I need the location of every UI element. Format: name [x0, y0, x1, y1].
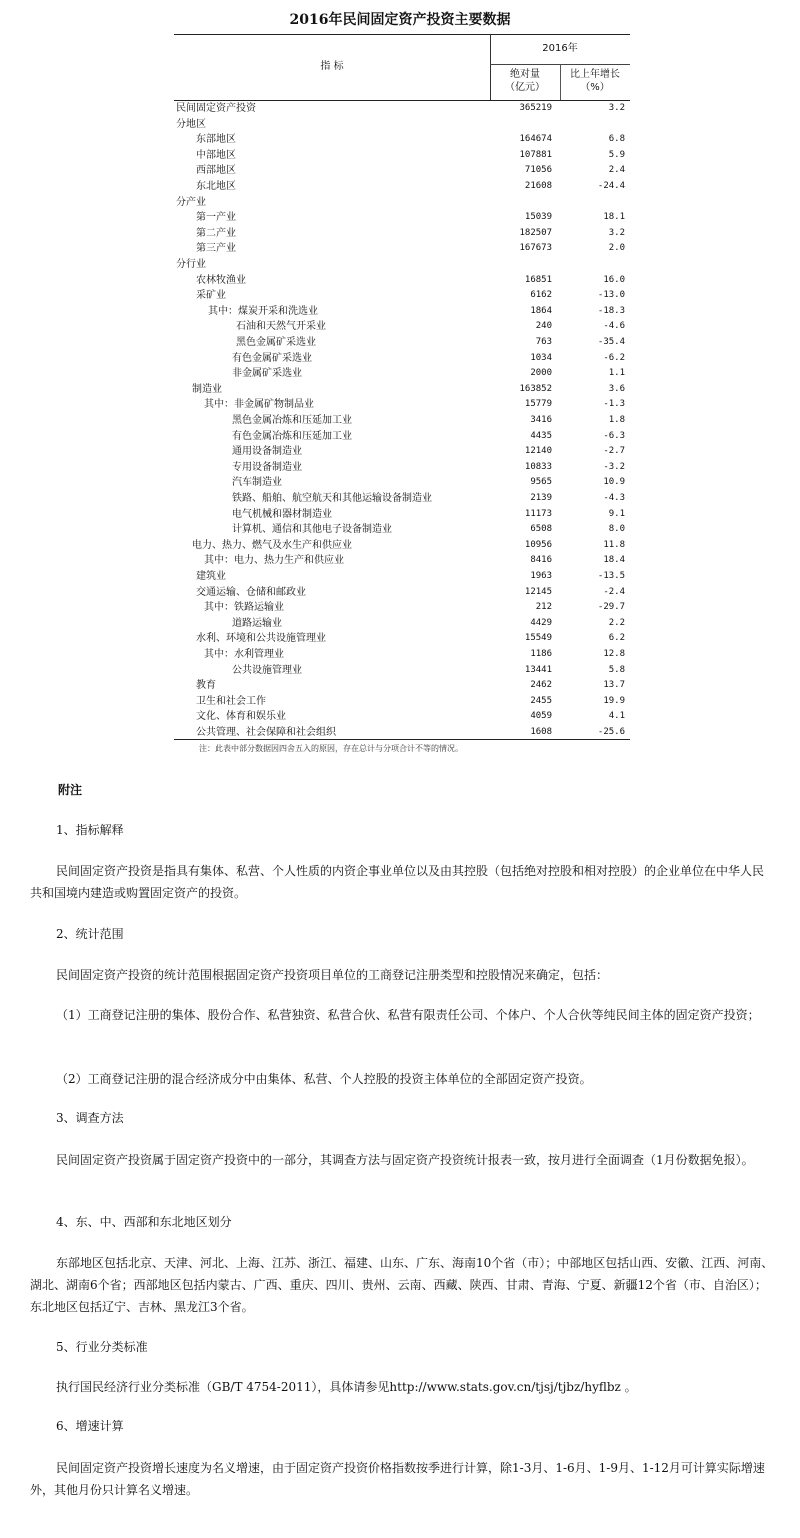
row-absolute-value: 1608	[530, 727, 552, 737]
table-note: 注：此表中部分数据因四舍五入的原因，存在总计与分项合计不等的情况。	[199, 744, 463, 753]
row-absolute-value: 163852	[519, 383, 552, 394]
row-growth-value: 10.9	[603, 477, 625, 488]
row-label: 文化、体育和娱乐业	[196, 711, 286, 723]
row-label: 电气机械和器材制造业	[232, 508, 332, 520]
row-absolute-value: 2000	[530, 368, 552, 379]
row-absolute-value: 4435	[530, 430, 552, 441]
row-growth-value: -13.5	[597, 571, 625, 581]
section-2-text: 民间固定资产投资的统计范围根据固定资产投资项目单位的工商登记注册类型和控股情况来确定，包括：	[56, 968, 609, 982]
row-label: 其中：煤炭开采和洗选业	[208, 305, 318, 317]
row-growth-value: 2.0	[608, 243, 625, 254]
table-row	[174, 117, 630, 133]
table-row	[174, 631, 630, 647]
row-growth-value: 9.1	[608, 508, 625, 519]
row-growth-value: 6.2	[608, 633, 625, 644]
row-absolute-value: 16851	[524, 274, 552, 285]
row-absolute-value: 12145	[524, 586, 552, 597]
row-label: 交通运输、仓储和邮政业	[196, 586, 306, 598]
table-row	[174, 663, 630, 679]
row-growth-value: -3.2	[603, 461, 625, 472]
row-label: 中部地区	[196, 149, 236, 161]
row-growth-value: -6.2	[603, 352, 625, 363]
section-2-item-2: （2）工商登记注册的混合经济成分中由集体、私营、个人控股的投资主体单位的全部固定资产投资。	[56, 1072, 592, 1086]
row-growth-value: -25.6	[597, 727, 625, 737]
row-growth-value: -4.6	[603, 321, 625, 332]
row-label: 计算机、通信和其他电子设备制造业	[232, 524, 392, 536]
row-absolute-value: 2455	[530, 695, 552, 706]
row-label: 石油和天然气开采业	[236, 321, 326, 333]
table-row	[174, 678, 630, 694]
col-growth-header	[560, 68, 630, 94]
table-row	[174, 226, 630, 242]
row-growth-value: 5.8	[608, 664, 625, 675]
row-growth-value: 3.6	[608, 383, 625, 394]
row-growth-value: 13.7	[603, 680, 625, 691]
row-growth-value: -24.4	[597, 181, 625, 191]
row-label: 有色金属冶炼和压延加工业	[232, 430, 352, 442]
row-absolute-value: 212	[535, 602, 552, 613]
row-growth-value: 4.1	[608, 711, 625, 722]
row-growth-value: -4.3	[603, 493, 625, 503]
row-growth-value: 6.8	[608, 134, 625, 145]
row-growth-value: -1.3	[603, 399, 625, 410]
row-label: 汽车制造业	[232, 477, 282, 489]
row-absolute-value: 1864	[530, 305, 552, 316]
table-row	[174, 195, 630, 211]
row-label: 专用设备制造业	[232, 461, 302, 473]
table-row	[174, 460, 630, 476]
row-label: 电力、热力、燃气及水生产和供应业	[192, 539, 352, 551]
row-label: 分行业	[176, 259, 206, 270]
row-label: 农林牧渔业	[196, 274, 246, 286]
row-growth-value: 3.2	[608, 103, 625, 113]
col-absolute-header	[490, 68, 560, 94]
table-row	[174, 553, 630, 569]
row-absolute-value: 167673	[519, 243, 552, 254]
row-label: 西部地区	[196, 165, 236, 177]
row-label: 东部地区	[196, 134, 236, 146]
row-absolute-value: 15779	[524, 399, 552, 410]
table-row	[174, 319, 630, 335]
row-label: 分产业	[176, 196, 206, 208]
row-growth-value: 8.0	[608, 524, 625, 535]
row-label: 黑色金属冶炼和压延加工业	[232, 415, 352, 426]
row-label: 教育	[196, 680, 216, 692]
row-absolute-value: 13441	[524, 664, 552, 675]
row-growth-value: 2.2	[608, 617, 625, 628]
section-3-text: 民间固定资产投资属于固定资产投资中的一部分，其调查方法与固定资产投资统计报表一致，按月进行全面调查（1月份数据免报）。	[56, 1153, 754, 1167]
row-absolute-value: 1034	[530, 352, 552, 363]
row-label: 其中：非金属矿物制品业	[204, 399, 314, 411]
table-row	[174, 163, 630, 179]
table-row	[174, 616, 630, 632]
table-row	[174, 538, 630, 554]
row-label: 卫生和社会工作	[196, 695, 266, 707]
table-row	[174, 429, 630, 445]
row-growth-value: 5.9	[608, 149, 625, 160]
row-absolute-value: 6162	[530, 290, 552, 301]
section-3-title: 3、调查方法	[56, 1111, 124, 1125]
row-growth-value: -2.4	[603, 586, 625, 597]
row-growth-value: 19.9	[603, 695, 625, 706]
section-5-title: 5、行业分类标准	[56, 1340, 148, 1354]
row-absolute-value: 164674	[519, 134, 552, 145]
row-label: 公共设施管理业	[232, 664, 302, 676]
col-absolute-unit: （亿元）	[505, 82, 545, 93]
row-absolute-value: 2462	[530, 680, 552, 691]
table-row	[174, 522, 630, 538]
table-row	[174, 288, 630, 304]
table-bottom-rule	[174, 739, 630, 740]
table-row	[174, 132, 630, 148]
row-absolute-value: 21608	[524, 181, 552, 191]
row-absolute-value: 15549	[524, 633, 552, 644]
section-1-text: 民间固定资产投资是指具有集体、私营、个人性质的内资企事业单位以及由其控股（包括绝对控股和相对控股）的企业单位在中华人民共和国境内建造或购置固定资产的投资。	[30, 864, 765, 900]
row-absolute-value: 2139	[530, 493, 552, 503]
row-label: 其中：水利管理业	[204, 649, 284, 660]
year-header: 2016年	[542, 43, 578, 54]
table-row	[174, 382, 630, 398]
table-row	[174, 304, 630, 320]
row-absolute-value: 107881	[519, 149, 552, 160]
row-label: 水利、环境和公共设施管理业	[196, 633, 326, 645]
row-label: 道路运输业	[232, 617, 282, 629]
row-growth-value: 16.0	[603, 274, 625, 285]
row-absolute-value: 12140	[524, 446, 552, 457]
section-2-title: 2、统计范围	[56, 927, 124, 941]
annex-heading: 附注	[58, 783, 83, 797]
row-absolute-value: 10833	[524, 461, 552, 472]
row-label: 铁路、船舶、航空航天和其他运输设备制造业	[232, 493, 432, 504]
col-absolute-label: 绝对量	[510, 69, 540, 80]
table-title: 2016年民间固定资产投资主要数据	[289, 12, 511, 28]
table-row	[174, 647, 630, 663]
row-label: 民间固定资产投资	[176, 103, 256, 114]
row-absolute-value: 9565	[530, 477, 552, 488]
row-absolute-value: 763	[535, 337, 552, 347]
row-label: 制造业	[192, 383, 222, 395]
table-row	[174, 241, 630, 257]
table-row	[174, 351, 630, 367]
table-row	[174, 600, 630, 616]
row-absolute-value: 6508	[530, 524, 552, 535]
row-label: 采矿业	[196, 290, 226, 302]
section-4-text: 东部地区包括北京、天津、河北、上海、江苏、浙江、福建、山东、广东、海南10个省（市）；中部地区包括山西、安徽、江西、河南、湖北、湖南6个省；西部地区包括内蒙古、广西、重庆、四川、贵州、云南、西藏、陕西、甘肃、青海、宁夏、新疆12个省（市、自治区）；东北地区包括辽宁、吉林、黑龙江3个省。	[30, 1256, 774, 1314]
table-row	[174, 210, 630, 226]
row-label: 第二产业	[196, 227, 236, 239]
table-row	[174, 569, 630, 585]
row-absolute-value: 1186	[530, 649, 552, 659]
row-label: 有色金属矿采选业	[232, 352, 312, 364]
row-absolute-value: 1963	[530, 571, 552, 581]
table-row	[174, 694, 630, 710]
row-growth-value: 11.8	[603, 539, 625, 550]
row-growth-value: -13.0	[597, 290, 625, 301]
col-growth-unit: （%）	[580, 82, 610, 93]
row-label: 通用设备制造业	[232, 446, 302, 458]
table-row	[174, 709, 630, 725]
row-growth-value: -35.4	[597, 337, 625, 347]
row-label: 非金属矿采选业	[232, 368, 302, 380]
row-label: 第三产业	[196, 243, 236, 255]
section-4-title: 4、东、中、西部和东北地区划分	[56, 1215, 232, 1229]
section-2-item-1: （1）工商登记注册的集体、股份合作、私营独资、私营合伙、私营有限责任公司、个体户、个人合伙等纯民间主体的固定资产投资；	[56, 1008, 760, 1022]
row-absolute-value: 71056	[524, 165, 552, 176]
row-label: 黑色金属矿采选业	[236, 337, 316, 348]
row-absolute-value: 10956	[524, 539, 552, 550]
row-absolute-value: 4429	[530, 617, 552, 628]
row-growth-value: 3.2	[608, 227, 625, 238]
row-absolute-value: 365219	[519, 103, 552, 113]
table-top-rule	[174, 34, 630, 35]
row-growth-value: -18.3	[597, 305, 625, 316]
table-row	[174, 179, 630, 195]
row-label: 分地区	[176, 118, 206, 130]
row-absolute-value: 15039	[524, 212, 552, 223]
row-absolute-value: 240	[535, 321, 552, 332]
table-row	[174, 148, 630, 164]
row-label: 公共管理、社会保障和社会组织	[196, 727, 336, 738]
row-growth-value: 12.8	[603, 649, 625, 659]
row-absolute-value: 4059	[530, 711, 552, 722]
table-row	[174, 413, 630, 429]
section-1-title: 1、指标解释	[56, 823, 124, 837]
table-row	[174, 444, 630, 460]
row-growth-value: -6.3	[603, 430, 625, 441]
table-row	[174, 366, 630, 382]
row-label: 第一产业	[196, 212, 236, 224]
table-row	[174, 335, 630, 351]
table-row	[174, 257, 630, 273]
row-growth-value: 1.8	[608, 415, 625, 425]
table-row	[174, 475, 630, 491]
row-growth-value: -29.7	[597, 602, 625, 613]
row-growth-value: 18.1	[603, 212, 625, 223]
table-row	[174, 397, 630, 413]
section-6-text: 民间固定资产投资增长速度为名义增速，由于固定资产投资价格指数按季进行计算，除1-3月、1-6月、1-9月、1-12月可计算实际增速外，其他月份只计算名义增速。	[30, 1461, 765, 1497]
col-growth-label: 比上年增长	[570, 69, 620, 80]
table-row	[174, 273, 630, 289]
section-6-title: 6、增速计算	[56, 1419, 124, 1433]
indicator-header: 指 标	[320, 61, 344, 72]
row-label: 东北地区	[196, 181, 236, 192]
table-row	[174, 585, 630, 601]
row-absolute-value: 11173	[524, 508, 552, 519]
table-row	[174, 507, 630, 523]
row-growth-value: 18.4	[603, 555, 625, 566]
table-row	[174, 101, 630, 117]
row-absolute-value: 3416	[530, 415, 552, 425]
row-growth-value: 2.4	[608, 165, 625, 176]
row-growth-value: 1.1	[608, 368, 625, 379]
table-row	[174, 491, 630, 507]
row-absolute-value: 8416	[530, 555, 552, 566]
row-label: 其中：铁路运输业	[204, 602, 284, 614]
row-label: 建筑业	[196, 571, 226, 582]
row-absolute-value: 182507	[519, 227, 552, 238]
row-label: 其中：电力、热力生产和供应业	[204, 555, 344, 567]
row-growth-value: -2.7	[603, 446, 625, 457]
section-5-text: 执行国民经济行业分类标准（GB/T 4754-2011），具体请参见http://www.stats.gov.cn/tjsj/tjbz/hyflbz 。	[56, 1380, 637, 1394]
